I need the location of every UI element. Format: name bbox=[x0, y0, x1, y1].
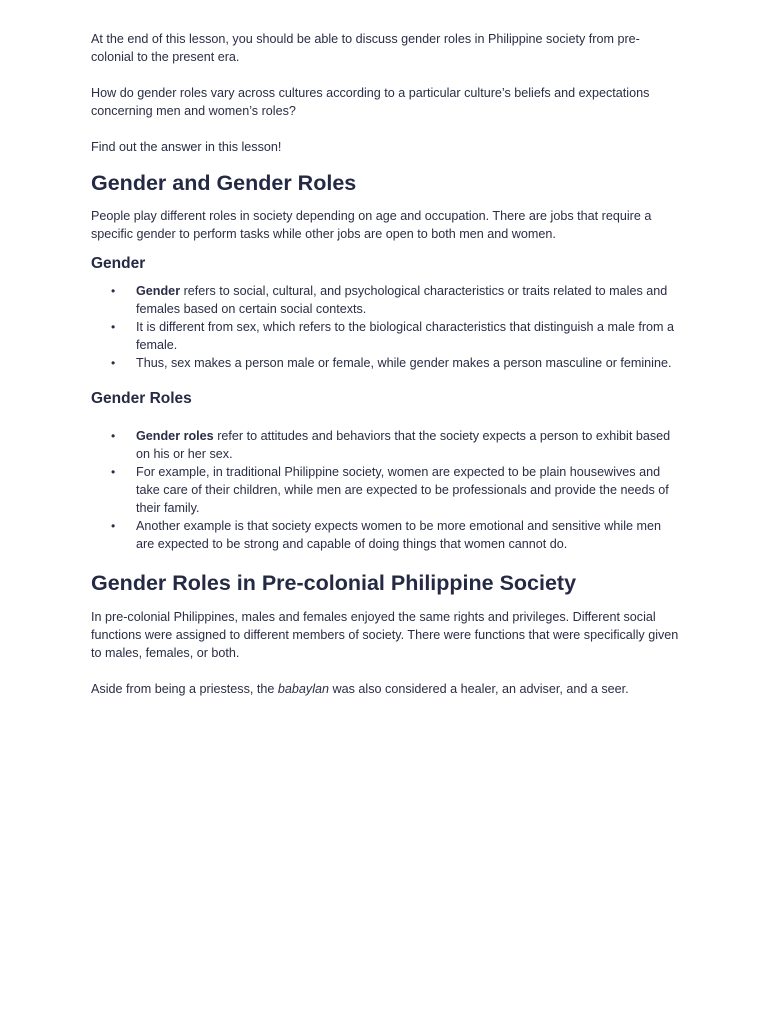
list-item-text: refer to attitudes and behaviors that the society expects a person to exhibit based on his or her sex. bbox=[136, 429, 671, 461]
list-item bbox=[91, 354, 681, 372]
list-item-text: refers to social, cultural, and psychological characteristics or traits related to males and females based on certain social contexts. bbox=[136, 284, 668, 316]
list-item-text: For example, in traditional Philippine society, women are expected to be plain housewives and take care of their children, while men are expected to be professionals and provide the needs of their family. bbox=[136, 465, 669, 515]
bullet-icon: • bbox=[111, 465, 116, 479]
babaylan-paragraph bbox=[91, 680, 681, 698]
term-bold: Gender roles bbox=[136, 429, 214, 443]
bullet-icon: • bbox=[111, 519, 116, 533]
bullet-icon: • bbox=[111, 320, 116, 334]
gender-roles-list bbox=[91, 427, 681, 553]
section-heading-gender-and-gender-roles: Gender and Gender Roles bbox=[91, 171, 357, 195]
section-paragraph: In pre-colonial Philippines, males and females enjoyed the same rights and privileges. Different social functions were assigned to different members of society. There were functions that were specifically given to males, females, or both. bbox=[91, 610, 679, 660]
guiding-question: How do gender roles vary across cultures according to a particular culture’s beliefs and expectations concerning men and women’s roles? bbox=[91, 86, 650, 118]
list-item bbox=[91, 517, 681, 553]
list-item bbox=[91, 463, 681, 517]
bullet-icon: • bbox=[111, 356, 116, 370]
list-item-text: It is different from sex, which refers to the biological characteristics that distinguish a male from a female. bbox=[136, 320, 675, 352]
babaylan-text-before: Aside from being a priestess, the bbox=[91, 682, 278, 696]
babaylan-term: babaylan bbox=[277, 682, 330, 696]
lesson-prompt: Find out the answer in this lesson! bbox=[91, 140, 282, 154]
section-heading-pre-colonial: Gender Roles in Pre-colonial Philippine Society bbox=[91, 571, 577, 595]
list-item-text: Another example is that society expects women to be more emotional and sensitive while men are expected to be strong and capable of doing things that women cannot do. bbox=[136, 519, 662, 551]
babaylan-text-after: was also considered a healer, an adviser, and a seer. bbox=[329, 682, 629, 696]
term-bold: Gender bbox=[136, 284, 181, 298]
list-item bbox=[91, 318, 681, 354]
subheading-gender-roles: Gender Roles bbox=[91, 390, 192, 407]
gender-list bbox=[91, 282, 681, 372]
lesson-objective: At the end of this lesson, you should be able to discuss gender roles in Philippine society from pre-colonial to the present era. bbox=[91, 32, 640, 64]
section-paragraph: People play different roles in society depending on age and occupation. There are jobs that require a specific gender to perform tasks while other jobs are open to both men and women. bbox=[91, 209, 652, 241]
list-item-text: Thus, sex makes a person male or female, while gender makes a person masculine or feminine. bbox=[136, 356, 672, 370]
subheading-gender: Gender bbox=[91, 255, 146, 272]
list-item bbox=[91, 282, 681, 318]
list-item bbox=[91, 427, 681, 463]
bullet-icon: • bbox=[111, 284, 116, 298]
lesson-content bbox=[91, 30, 681, 698]
bullet-icon: • bbox=[111, 429, 116, 443]
